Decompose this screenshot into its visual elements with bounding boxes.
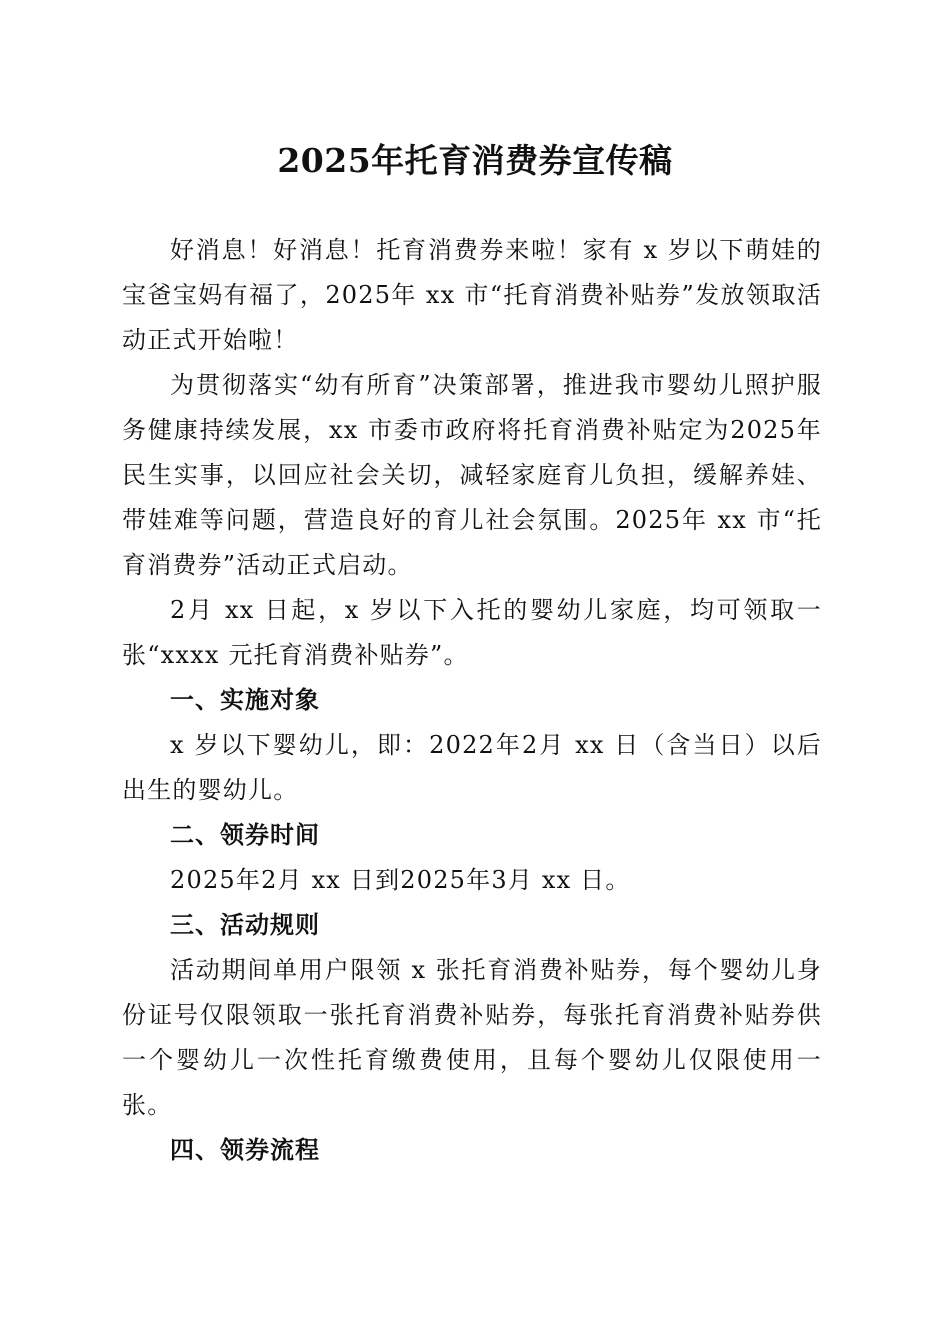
section-heading-process: 四、领券流程 bbox=[170, 1136, 320, 1164]
section-heading-target: 一、实施对象 bbox=[170, 686, 320, 714]
section-text-rules: 活动期间单用户限领 x 张托育消费补贴券，每个婴幼儿身份证号仅限领取一张托育消费补贴券，每张托育消费补贴券供一个婴幼儿一次性托育缴费使用，且每个婴幼儿仅限使用一张。 bbox=[122, 956, 822, 1119]
section-text-time: 2025年2月 xx 日到2025年3月 xx 日。 bbox=[170, 866, 631, 894]
document-body bbox=[122, 228, 822, 1173]
section-heading-rules: 三、活动规则 bbox=[170, 911, 320, 939]
section-heading-time: 二、领券时间 bbox=[170, 821, 320, 849]
background-paragraph: 为贯彻落实“幼有所育”决策部署，推进我市婴幼儿照护服务健康持续发展，xx 市委市政府将托育消费补贴定为2025年民生实事，以回应社会关切，减轻家庭育儿负担，缓解养娃、带娃难等问题，营造良好的育儿社会氛围。2025年 xx 市“托育消费券”活动正式启动。 bbox=[122, 371, 822, 579]
intro-paragraph: 好消息！好消息！托育消费券来啦！家有 x 岁以下萌娃的宝爸宝妈有福了，2025年 xx 市“托育消费补贴券”发放领取活动正式开始啦！ bbox=[122, 236, 822, 354]
section-text-target: x 岁以下婴幼儿，即：2022年2月 xx 日（含当日）以后出生的婴幼儿。 bbox=[122, 731, 822, 804]
document-title: 2025年托育消费券宣传稿 bbox=[277, 141, 673, 180]
start-date-paragraph: 2月 xx 日起，x 岁以下入托的婴幼儿家庭，均可领取一张“xxxx 元托育消费补贴券”。 bbox=[122, 596, 822, 669]
